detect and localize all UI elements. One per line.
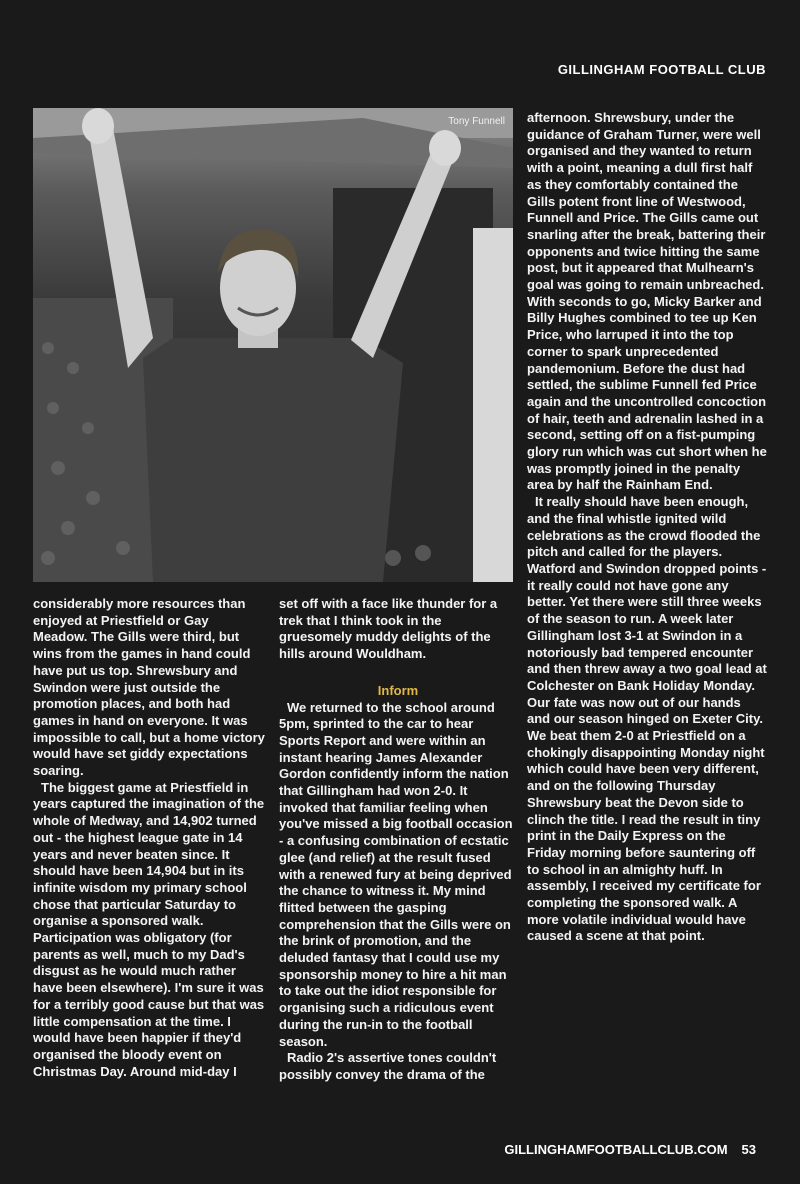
page-footer [504,1142,756,1157]
article-column-1 [33,596,265,1080]
paragraph: We returned to the school around 5pm, sprinted to the car to hear Sports Report and were within an instant hearing James Alexander Gordon confidently inform the nation that Gillingham had won 2-0. It invoked that familiar feeling when you've missed a big football occasion - a confusing combination of ecstatic glee (and relief) at the result fused with a renewed fury at being deprived the chance to witness it. My mind flitted between the gasping comprehension that the Gills were on the brink of promotion, and the deluded fantasy that I could use my sponsorship money to hire a hit man to take out the idiot responsible for organising such a ridiculous event during the run-in to the football season. [279,699,513,1049]
player-celebration-photo [33,108,513,582]
paragraph: afternoon. Shrewsbury, under the guidance of Graham Turner, were well organised and they wanted to return with a point, meaning a dull first half as they comfortably contained the Gills potent front line of Westwood, Funnell and Price. The Gills came out snarling after the break, battering their opponents and twice hitting the same post, but it appeared that Mulhearn's goal was going to remain unbreached. With seconds to go, Micky Barker and Billy Hughes combined to tee up Ken Price, who larruped it into the top corner to spark unprecedented pandemonium. Before the dust had settled, the sublime Funnell fed Price again and the uncontrolled concoction of hair, teeth and adrenalin lashed in a second, setting off on a fist-pumping glory run which was cut short when he was promptly joined in the penalty area by half the Rainham End. [527,110,767,493]
page-number: 53 [741,1142,756,1157]
article-column-2 [279,596,517,1084]
section-subheading: Inform [377,682,419,698]
running-header: GILLINGHAM FOOTBALL CLUB [557,62,766,77]
paragraph: It really should have been enough, and the final whistle ignited wild celebrations as the crowd flooded the pitch and called for the players. Watford and Swindon dropped points - it really could not have gone any better. Yet there were still three weeks of the season to run. A week later Gillingham lost 3-1 at Swindon in a notoriously bad tempered encounter and then threw away a two goal lead at Colchester on Bank Holiday Monday. Our fate was now out of our hands and our season hinged on Exeter City. We beat them 2-0 at Priestfield on a chokingly disappointing Monday night which could have been very different, and on the following Thursday Shrewsbury beat the Devon side to clinch the title. I read the result in tiny print in the Daily Express on the Friday morning before sauntering off to school in an almighty huff. In assembly, I received my certificate for completing the sponsored walk. A more volatile individual would have caused a scene at that point. [527,494,767,944]
paragraph: The biggest game at Priestfield in years captured the imagination of the whole of Medway, and 14,902 turned out - the highest league gate in 14 years and never beaten since. It should have been 14,904 but in its infinite wisdom my primary school chose that particular Saturday to organise a sponsored walk. Participation was obligatory (for parents as well, much to my Dad's disgust as he would much rather have been elsewhere). I'm sure it was for a terribly good cause but that was little compensation at the time. I would have been happier if they'd organised the bloody event on Christmas Day. Around mid-day I [33,779,265,1079]
paragraph: considerably more resources than enjoyed at Priestfield or Gay Meadow. The Gills were third, but wins from the games in hand could have put us top. Shrewsbury and Swindon were just outside the promotion places, and both had games in hand on everyone. It was impossible to call, but a home victory would have set giddy expectations soaring. [33,596,265,779]
article-column-3 [527,110,767,945]
paragraph: set off with a face like thunder for a trek that I think took in the gruesomely muddy delights of the hills around Wouldham. [279,596,498,662]
photo-credit: Tony Funnell [448,116,505,127]
paragraph: Radio 2's assertive tones couldn't possibly convey the drama of the [279,1050,497,1082]
footer-website: GILLINGHAMFOOTBALLCLUB.COM [504,1142,728,1157]
photo-illustration [33,108,513,582]
